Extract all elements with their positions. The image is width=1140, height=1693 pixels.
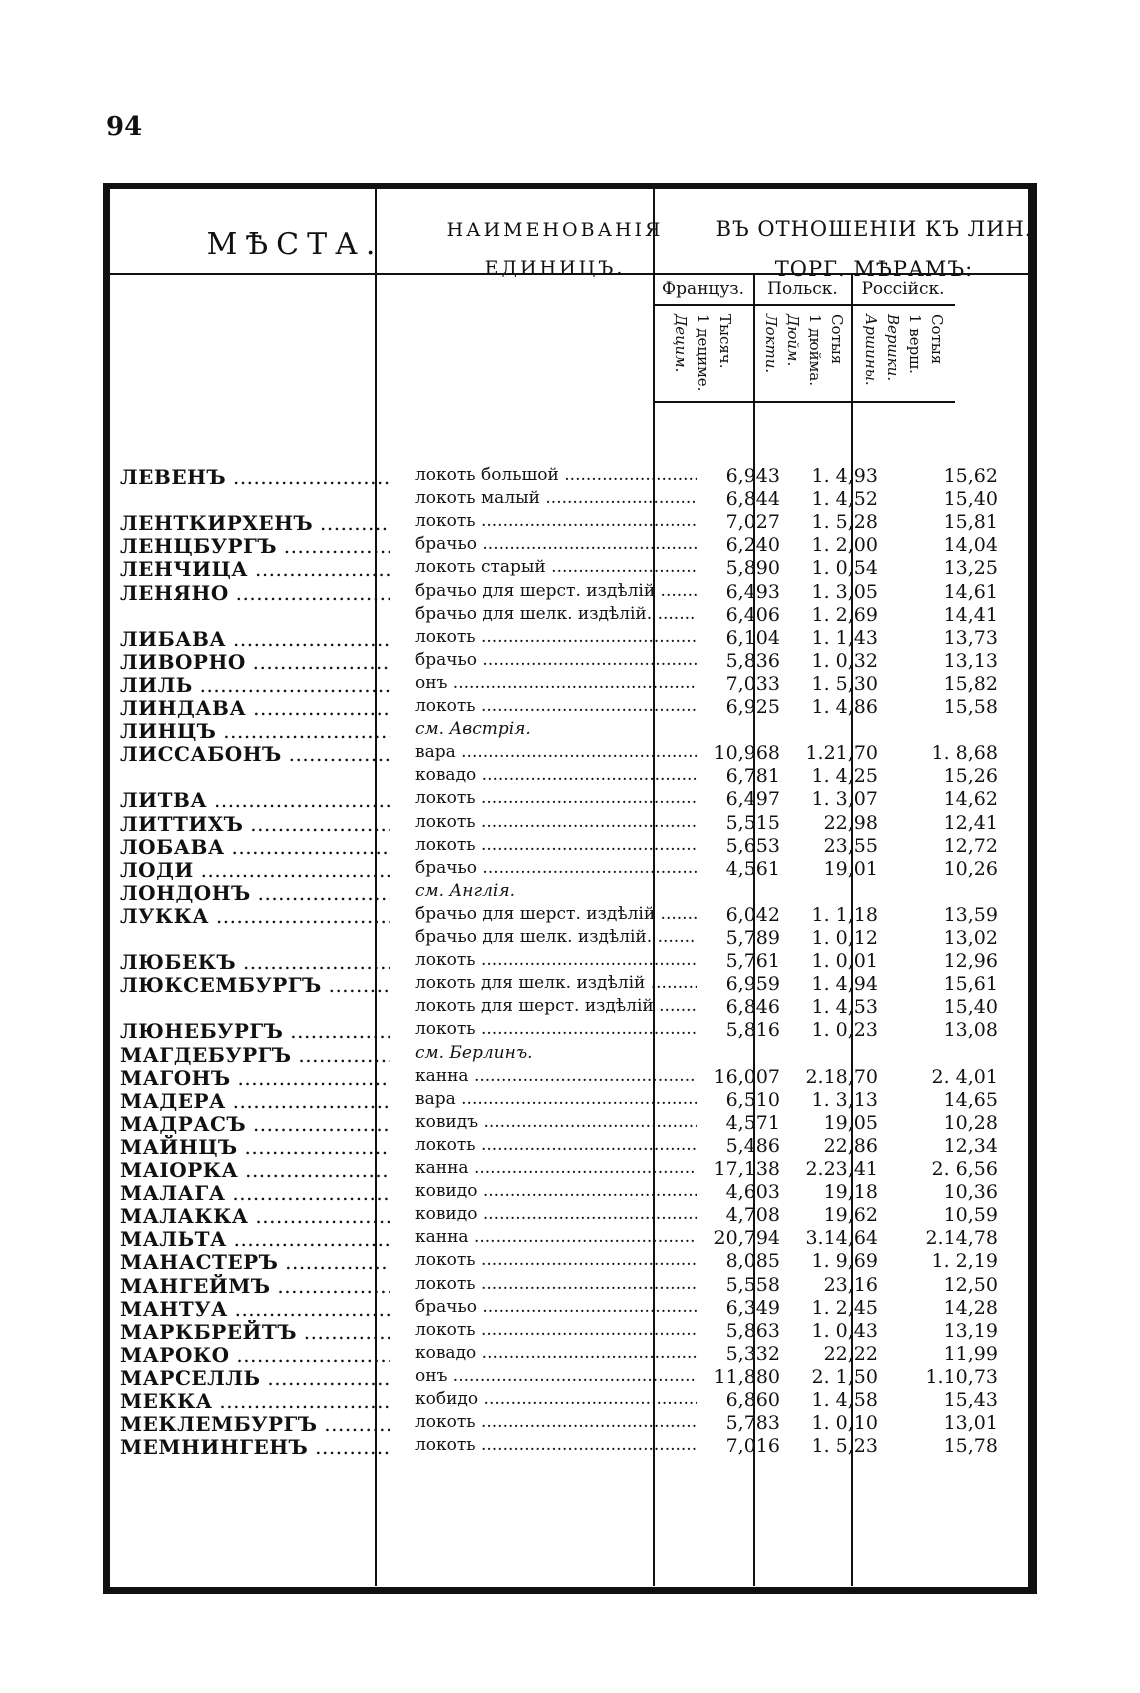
polish-value: 19,62: [823, 1204, 878, 1227]
russian-value: 15,43: [943, 1389, 998, 1411]
french-value: 5,653: [725, 834, 780, 857]
polish-value: 1. 3,05: [811, 580, 878, 603]
french-value: 6,042: [725, 903, 780, 926]
unit-name: ковидъ .....: [415, 1112, 697, 1132]
place-name: МАРОКО .....: [120, 1343, 390, 1367]
polish-value: 1. 0,01: [811, 950, 878, 973]
russian-value: 10,59: [943, 1204, 998, 1227]
place-name: ЛОНДОНЪ .....: [120, 881, 390, 905]
unit-name: локоть .....: [415, 1250, 697, 1270]
place-name: ЛОДИ .....: [120, 858, 390, 882]
polish-value: 1.21,70: [805, 742, 878, 765]
unit-name: локоть .....: [415, 812, 697, 832]
unit-name: брачьо для шелк. издѣлій. .....: [415, 927, 697, 947]
french-value: 6,406: [725, 603, 780, 626]
polish-value: 19,05: [823, 1111, 878, 1134]
french-value: 6,846: [725, 996, 780, 1019]
page-number: 94: [106, 112, 143, 142]
units-header-rule: [655, 401, 955, 403]
table-row: [110, 534, 1030, 558]
table-row: [110, 1435, 1030, 1459]
header-relation-line1: ВЪ ОТНОШЕНІИ КЪ ЛИН.: [715, 217, 1033, 241]
place-name: ЛУККА .....: [120, 904, 390, 928]
polish-value: 1. 5,28: [811, 511, 878, 534]
table-row: [110, 1274, 1030, 1298]
russian-value: 15,26: [943, 765, 998, 788]
french-value: 4,571: [725, 1111, 780, 1134]
unit-name: локоть .....: [415, 511, 697, 531]
russian-value: 12,41: [943, 811, 998, 834]
polish-value: 1. 1,18: [811, 903, 878, 926]
unit-name: локоть для шерст. издѣлій .....: [415, 996, 697, 1016]
table-row: [110, 765, 1030, 789]
unit-name: локоть большой .....: [415, 465, 697, 485]
table-row: [110, 1204, 1030, 1228]
place-name: ЛИНДАВА .....: [120, 696, 390, 720]
place-name: ЛИНЦЪ .....: [120, 719, 390, 743]
unit-name: локоть старый .....: [415, 557, 697, 577]
russian-value: 12,34: [943, 1134, 998, 1157]
polish-value: 22,86: [823, 1134, 878, 1157]
russian-value: 12,50: [943, 1273, 998, 1296]
place-name: ЛЕНЯНО .....: [120, 581, 390, 605]
place-name: МАЛАГА .....: [120, 1181, 390, 1205]
polish-value: 1. 4,25: [811, 765, 878, 788]
russian-value: 13,02: [943, 927, 998, 949]
table-row: [110, 1181, 1030, 1205]
unit-name: локоть для шелк. издѣлій .....: [415, 973, 697, 993]
table-row: [110, 927, 1030, 951]
french-value: 6,510: [725, 1088, 780, 1111]
polish-value: 2.23,41: [805, 1158, 878, 1180]
unit-name: ковадо .....: [415, 1343, 697, 1363]
french-value: 5,783: [725, 1412, 780, 1435]
polish-value: 1. 4,94: [811, 973, 878, 996]
french-value: 8,085: [725, 1250, 780, 1273]
table-row: [110, 627, 1030, 651]
subheader-rule: [655, 304, 955, 306]
french-value: 6,497: [725, 788, 780, 811]
subheader-french: Француз.: [661, 279, 745, 299]
unit-name: локоть .....: [415, 627, 697, 647]
french-unit2: 1 дециме.: [694, 314, 712, 392]
polish-value: 1. 2,45: [811, 1296, 878, 1319]
french-value: 16,007: [713, 1065, 780, 1088]
polish-value: 1. 4,93: [811, 465, 878, 487]
unit-name: брачьо для шерст. издѣлій .....: [415, 581, 697, 601]
french-value: 5,558: [725, 1273, 780, 1296]
unit-name: брачьо .....: [415, 650, 697, 670]
place-name: ЛИТВА .....: [120, 788, 390, 812]
table-row: [110, 973, 1030, 997]
french-value: 17,138: [713, 1158, 780, 1180]
place-name: МАДЕРА .....: [120, 1089, 390, 1113]
header-units-line2: ЕДИНИЦЪ.: [484, 257, 626, 279]
table-row: [110, 581, 1030, 605]
unit-name: см. Берлинъ.: [415, 1042, 533, 1063]
polish-unit2: 1 дюйма.: [806, 314, 824, 386]
table-row: [110, 1320, 1030, 1344]
table-row: [110, 465, 1030, 489]
russian-value: 14,62: [943, 788, 998, 811]
place-name: МЕКЛЕМБУРГЪ .....: [120, 1412, 390, 1436]
unit-name: ковадо .....: [415, 765, 697, 785]
russian-unit2: 1 верш.: [906, 314, 924, 374]
place-name: МАНАСТЕРЪ .....: [120, 1250, 390, 1274]
polish-unit3: Дюйм.: [784, 314, 802, 367]
russian-value: 12,72: [943, 834, 998, 857]
place-name: ЛЕВЕНЪ .....: [120, 465, 390, 489]
french-value: 5,836: [725, 649, 780, 672]
russian-units-label: [860, 314, 948, 400]
table-frame: [103, 183, 1037, 1594]
table-row: [110, 1297, 1030, 1321]
french-value: 6,860: [725, 1389, 780, 1411]
french-value: 6,349: [725, 1296, 780, 1319]
table-row: [110, 950, 1030, 974]
table-row: [110, 881, 1030, 905]
polish-value: 1. 4,86: [811, 696, 878, 718]
polish-value: 1. 1,43: [811, 626, 878, 649]
place-name: МАНТУА .....: [120, 1297, 390, 1321]
french-value: 7,033: [725, 672, 780, 695]
unit-name: брачьо для шерст. издѣлій .....: [415, 904, 697, 924]
place-name: МАЙНЦЪ .....: [120, 1135, 390, 1159]
unit-name: брачьо .....: [415, 858, 697, 878]
french-value: 6,781: [725, 765, 780, 788]
unit-name: канна .....: [415, 1066, 697, 1086]
french-unit3: Децим.: [672, 314, 690, 373]
place-name: МАЛАККА .....: [120, 1204, 390, 1228]
unit-name: локоть малый .....: [415, 488, 697, 508]
table-row: [110, 904, 1030, 928]
table-row: [110, 1389, 1030, 1413]
french-value: 4,708: [725, 1204, 780, 1227]
polish-value: 1. 0,10: [811, 1412, 878, 1435]
unit-name: локоть .....: [415, 696, 697, 716]
place-name: МАРКБРЕЙТЪ .....: [120, 1320, 390, 1344]
unit-name: локоть .....: [415, 788, 697, 808]
table-row: [110, 812, 1030, 836]
french-value: 5,486: [725, 1134, 780, 1157]
russian-value: 14,41: [943, 603, 998, 626]
header-relation-line2: ТОРГ. МѢРАМЪ:: [774, 257, 974, 281]
unit-name: вара .....: [415, 742, 697, 762]
french-value: 5,332: [725, 1342, 780, 1365]
french-value: 5,761: [725, 950, 780, 973]
place-name: МАНГЕЙМЪ .....: [120, 1274, 390, 1298]
polish-value: 22,98: [823, 811, 878, 834]
unit-name: брачьо .....: [415, 1297, 697, 1317]
french-value: 11,880: [713, 1365, 780, 1388]
place-name: ЛИБАВА .....: [120, 627, 390, 651]
french-value: 6,240: [725, 534, 780, 557]
unit-name: вара .....: [415, 1089, 697, 1109]
polish-value: 1. 5,30: [811, 672, 878, 695]
french-units-label: [670, 314, 736, 400]
russian-value: 1. 8,68: [931, 742, 998, 765]
place-name: МАЛЬТА .....: [120, 1227, 390, 1251]
place-name: ЛИВОРНО .....: [120, 650, 390, 674]
polish-value: 22,22: [823, 1342, 878, 1365]
place-name: МАГДЕБУРГЪ .....: [120, 1043, 390, 1067]
table-row: [110, 1089, 1030, 1113]
polish-value: 1. 2,00: [811, 534, 878, 557]
polish-value: 2.18,70: [805, 1065, 878, 1088]
french-value: 20,794: [713, 1227, 780, 1250]
polish-value: 1. 3,13: [811, 1088, 878, 1111]
table-row: [110, 696, 1030, 720]
polish-value: 23,16: [823, 1273, 878, 1296]
table-row: [110, 996, 1030, 1020]
russian-value: 2.14,78: [925, 1227, 998, 1250]
table-row: [110, 1158, 1030, 1182]
unit-name: локоть .....: [415, 1320, 697, 1340]
polish-units-label: [760, 314, 848, 400]
russian-value: 15,62: [943, 465, 998, 487]
unit-name: локоть .....: [415, 1274, 697, 1294]
unit-name: локоть .....: [415, 950, 697, 970]
table-row: [110, 719, 1030, 743]
table-row: [110, 604, 1030, 628]
place-name: ЛЮКСЕМБУРГЪ .....: [120, 973, 390, 997]
unit-name: брачьо .....: [415, 534, 697, 554]
place-name: ЛИЛЬ .....: [120, 673, 390, 697]
table-row: [110, 511, 1030, 535]
unit-name: онъ .....: [415, 673, 697, 693]
french-value: 7,016: [725, 1435, 780, 1458]
polish-value: 1. 0,43: [811, 1319, 878, 1342]
table-row: [110, 1112, 1030, 1136]
russian-value: 13,01: [943, 1412, 998, 1435]
russian-value: 14,28: [943, 1296, 998, 1319]
russian-value: 15,61: [943, 973, 998, 996]
place-name: ЛЕНЧИЦА .....: [120, 557, 390, 581]
table-row: [110, 650, 1030, 674]
unit-name: брачьо для шелк. издѣлій. .....: [415, 604, 697, 624]
french-value: 5,863: [725, 1319, 780, 1342]
polish-value: 1. 4,52: [811, 488, 878, 511]
russian-value: 14,65: [943, 1088, 998, 1111]
polish-unit1: Сотыя: [828, 314, 846, 365]
subheader-russian: Россійск.: [861, 279, 945, 299]
russian-value: 14,61: [943, 580, 998, 603]
polish-value: 2. 1,50: [811, 1365, 878, 1388]
place-name: ЛЮНЕБУРГЪ .....: [120, 1019, 390, 1043]
table-row: [110, 1227, 1030, 1251]
russian-value: 10,28: [943, 1111, 998, 1134]
russian-value: 15,82: [943, 672, 998, 695]
french-value: 5,816: [725, 1019, 780, 1042]
french-value: 6,959: [725, 973, 780, 996]
polish-value: 1. 2,69: [811, 603, 878, 626]
french-value: 6,925: [725, 696, 780, 718]
table-row: [110, 1066, 1030, 1090]
place-name: МЕККА .....: [120, 1389, 390, 1413]
russian-unit1: Сотыя: [928, 314, 946, 365]
french-value: 6,943: [725, 465, 780, 487]
unit-name: ковидо .....: [415, 1204, 697, 1224]
polish-value: 1. 0,23: [811, 1019, 878, 1042]
table-row: [110, 1043, 1030, 1067]
french-value: 7,027: [725, 511, 780, 534]
russian-value: 10,26: [943, 857, 998, 880]
unit-name: локоть .....: [415, 1019, 697, 1039]
table-row: [110, 1019, 1030, 1043]
french-value: 5,890: [725, 557, 780, 580]
unit-name: локоть .....: [415, 1412, 697, 1432]
french-value: 6,844: [725, 488, 780, 511]
table-row: [110, 673, 1030, 697]
place-name: ЛИССАБОНЪ .....: [120, 742, 390, 766]
polish-value: 1. 0,32: [811, 649, 878, 672]
unit-name: локоть .....: [415, 835, 697, 855]
place-name: ЛОБАВА .....: [120, 835, 390, 859]
place-name: ЛЕНЦБУРГЪ .....: [120, 534, 390, 558]
header-units: [410, 211, 700, 287]
russian-value: 12,96: [943, 950, 998, 973]
unit-name: локоть .....: [415, 1135, 697, 1155]
russian-value: 13,25: [943, 557, 998, 580]
russian-value: 15,40: [943, 996, 998, 1019]
polish-value: 1. 3,07: [811, 788, 878, 811]
french-value: 6,493: [725, 580, 780, 603]
russian-value: 1. 2,19: [931, 1250, 998, 1273]
polish-value: 1. 9,69: [811, 1250, 878, 1273]
french-value: 4,561: [725, 857, 780, 880]
header-relation: [706, 209, 1042, 289]
russian-value: 14,04: [943, 534, 998, 557]
russian-value: 10,36: [943, 1181, 998, 1204]
table-row: [110, 788, 1030, 812]
russian-value: 15,58: [943, 696, 998, 718]
place-name: ЛИТТИХЪ .....: [120, 812, 390, 836]
place-name: МАДРАСЪ .....: [120, 1112, 390, 1136]
russian-value: 13,08: [943, 1019, 998, 1042]
place-name: МАІОРКА .....: [120, 1158, 390, 1182]
polish-value: 19,01: [823, 857, 878, 880]
table-row: [110, 1135, 1030, 1159]
russian-value: 15,40: [943, 488, 998, 511]
russian-value: 15,81: [943, 511, 998, 534]
place-name: ЛЕНТКИРХЕНЪ .....: [120, 511, 390, 535]
unit-name: кобидо .....: [415, 1389, 697, 1409]
place-name: ЛЮБЕКЪ .....: [120, 950, 390, 974]
table-row: [110, 488, 1030, 512]
polish-value: 1. 4,58: [811, 1389, 878, 1411]
russian-value: 2. 6,56: [931, 1158, 998, 1180]
russian-value: 13,19: [943, 1319, 998, 1342]
unit-name: канна .....: [415, 1227, 697, 1247]
table-row: [110, 835, 1030, 859]
header-places: МѢСТА.: [206, 227, 384, 262]
unit-name: локоть .....: [415, 1435, 697, 1455]
table-row: [110, 557, 1030, 581]
russian-value: 11,99: [943, 1342, 998, 1365]
russian-value: 13,13: [943, 649, 998, 672]
french-value: 4,603: [725, 1181, 780, 1204]
polish-value: 3.14,64: [805, 1227, 878, 1250]
polish-value: 1. 0,54: [811, 557, 878, 580]
french-value: 10,968: [713, 742, 780, 765]
unit-name: канна .....: [415, 1158, 697, 1178]
place-name: МЕМНИНГЕНЪ .....: [120, 1435, 390, 1459]
russian-value: 13,59: [943, 903, 998, 926]
french-unit1: Тысяч.: [716, 314, 734, 369]
russian-value: 1.10,73: [925, 1365, 998, 1388]
russian-unit3: Вершки.: [884, 314, 902, 382]
unit-name: см. Англія.: [415, 880, 516, 901]
place-name: МАГОНЪ .....: [120, 1066, 390, 1090]
russian-value: 15,78: [943, 1435, 998, 1458]
polish-unit4: Локти.: [762, 314, 780, 374]
header-units-line1: НАИМЕНОВАНІЯ: [446, 219, 664, 241]
french-value: 5,515: [725, 811, 780, 834]
table-row: [110, 1366, 1030, 1390]
polish-value: 1. 5,23: [811, 1435, 878, 1458]
russian-value: 2. 4,01: [931, 1065, 998, 1088]
polish-value: 19,18: [823, 1181, 878, 1204]
table-row: [110, 742, 1030, 766]
table-row: [110, 858, 1030, 882]
french-value: 5,789: [725, 927, 780, 949]
subheader-polish: Польск.: [767, 279, 838, 299]
unit-name: см. Австрія.: [415, 719, 531, 740]
table-row: [110, 1343, 1030, 1367]
polish-value: 23,55: [823, 834, 878, 857]
polish-value: 1. 0,12: [811, 927, 878, 949]
unit-name: онъ .....: [415, 1366, 697, 1386]
place-name: МАРСЕЛЛЬ .....: [120, 1366, 390, 1390]
table-row: [110, 1412, 1030, 1436]
russian-unit4: Аршины.: [862, 314, 880, 386]
polish-value: 1. 4,53: [811, 996, 878, 1019]
french-value: 6,104: [725, 626, 780, 649]
russian-value: 13,73: [943, 626, 998, 649]
unit-name: ковидо .....: [415, 1181, 697, 1201]
table-row: [110, 1250, 1030, 1274]
